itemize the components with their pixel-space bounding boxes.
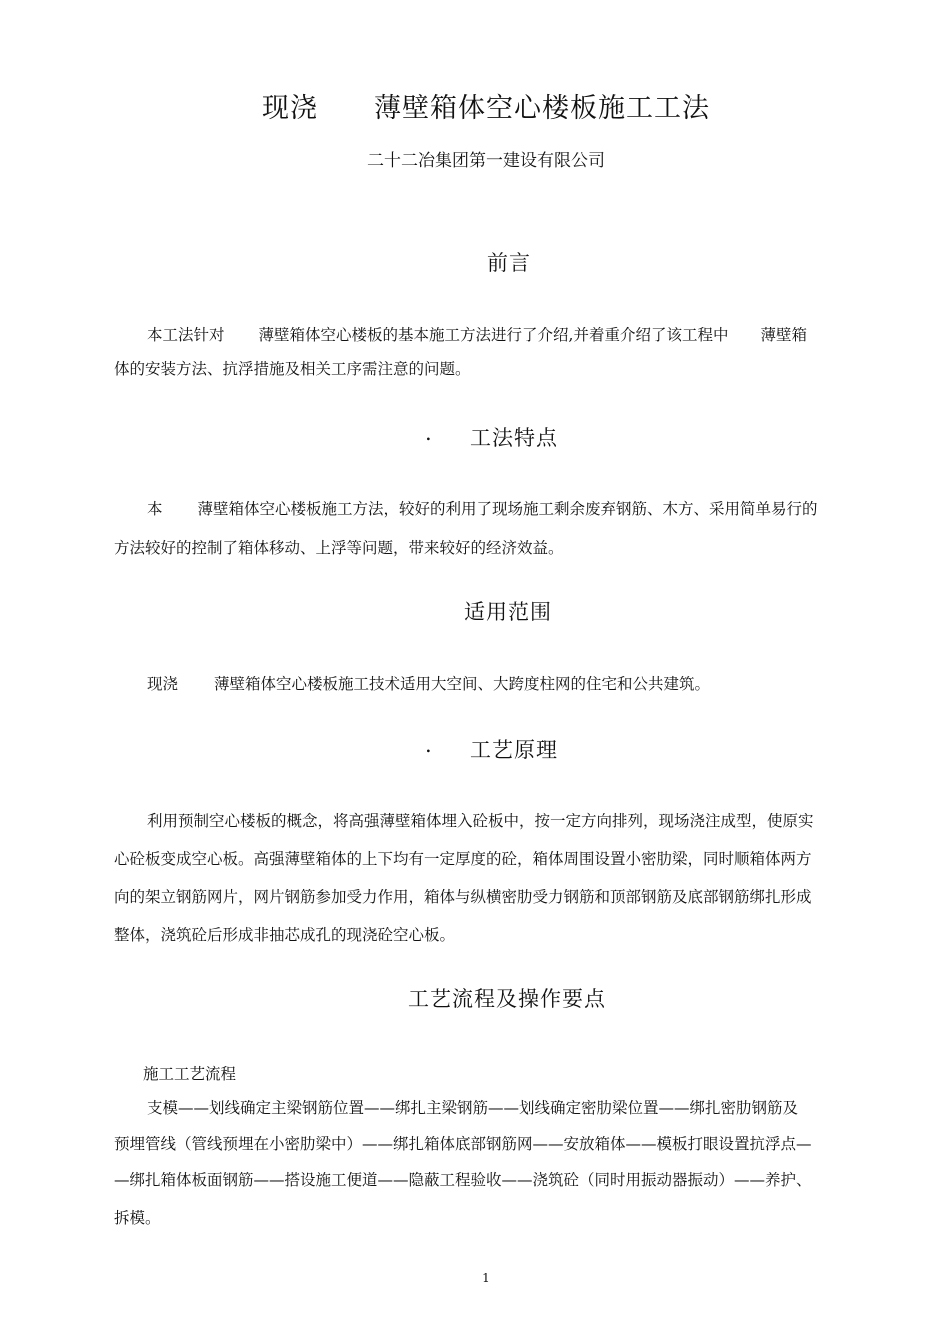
process-subheading: 施工工艺流程 xyxy=(143,1065,237,1083)
scope-line-1 xyxy=(147,672,710,694)
principle-line-2: 心砼板变成空心板。高强薄壁箱体的上下均有一定厚度的砼，箱体周围设置小密肋梁，同时顺箱体两方 xyxy=(114,850,812,868)
title-part-2: 薄壁箱体空心楼板施工工法 xyxy=(374,93,710,124)
process-line-3: —绑扎箱体板面钢筋——搭设施工便道——隐蔽工程验收——浇筑砼（同时用振动器振动）——养护、 xyxy=(114,1171,812,1189)
scope-line-1-a: 现浇 xyxy=(147,675,179,693)
principle-line-4: 整体，浇筑砼后形成非抽芯成孔的现浇砼空心板。 xyxy=(114,926,456,944)
principle-line-1: 利用预制空心楼板的概念，将高强薄壁箱体埋入砼板中，按一定方向排列，现场浇注成型，使原实 xyxy=(147,812,814,830)
foreword-line-1-c: 薄壁箱 xyxy=(760,326,807,344)
features-line-1-b: 薄壁箱体空心楼板施工方法，较好的利用了现场施工剩余废弃钢筋、木方、采用简单易行的 xyxy=(197,500,818,518)
foreword-line-1-a: 本工法针对 xyxy=(147,326,225,344)
foreword-line-2: 体的安装方法、抗浮措施及相关工序需注意的问题。 xyxy=(114,360,471,378)
section-heading-features: 工法特点 xyxy=(470,426,558,450)
document-title xyxy=(0,86,950,125)
section-heading-process: 工艺流程及操作要点 xyxy=(408,987,606,1011)
features-line-1-a: 本 xyxy=(147,500,163,518)
section-marker-features: . xyxy=(425,421,433,445)
foreword-line-1-b: 薄壁箱体空心楼板的基本施工方法进行了介绍,并着重介绍了该工程中 xyxy=(258,326,729,344)
process-line-2: 预埋管线（管线预埋在小密肋梁中）——绑扎箱体底部钢筋网——安放箱体——模板打眼设置抗浮点— xyxy=(114,1135,812,1153)
features-line-1 xyxy=(147,497,818,519)
section-marker-principle: . xyxy=(425,733,433,757)
section-heading-foreword: 前言 xyxy=(487,251,531,275)
title-part-1: 现浇 xyxy=(262,93,318,124)
page-number: 1 xyxy=(482,1271,490,1285)
principle-line-3: 向的架立钢筋网片，网片钢筋参加受力作用，箱体与纵横密肋受力钢筋和顶部钢筋及底部钢筋绑扎形成 xyxy=(114,888,812,906)
section-heading-principle: 工艺原理 xyxy=(470,738,558,762)
scope-line-1-b: 薄壁箱体空心楼板施工技术适用大空间、大跨度柱网的住宅和公共建筑。 xyxy=(214,675,711,693)
section-heading-scope: 适用范围 xyxy=(464,600,552,624)
process-line-1: 支模——划线确定主梁钢筋位置——绑扎主梁钢筋——划线确定密肋梁位置——绑扎密肋钢筋及 xyxy=(147,1099,799,1117)
features-line-2: 方法较好的控制了箱体移动、上浮等问题，带来较好的经济效益。 xyxy=(114,539,564,557)
foreword-line-1 xyxy=(147,323,807,345)
process-line-4: 拆模。 xyxy=(114,1209,161,1227)
company-name: 二十二冶集团第一建设有限公司 xyxy=(367,151,605,171)
